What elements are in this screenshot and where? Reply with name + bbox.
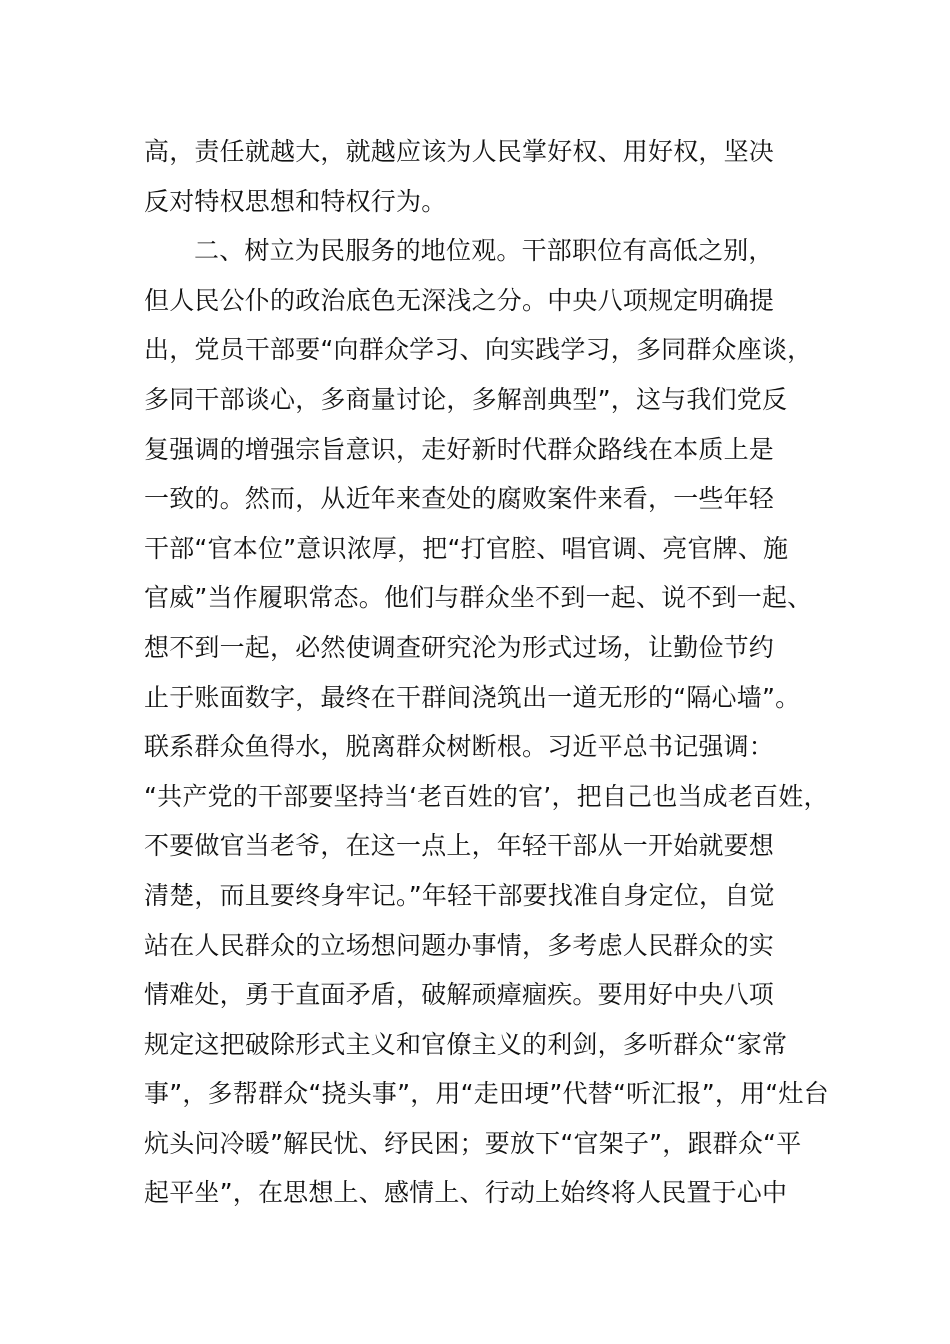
text-line-10: 官威”当作履职常态。他们与群众坐不到一起、说不到一起、 xyxy=(144,583,813,613)
text-line-13: 联系群众鱼得水，脱离群众树断根。习近平总书记强调： xyxy=(144,732,775,762)
text-line-12: 止于账面数字，最终在干群间浇筑出一道无形的“隔心墙”。 xyxy=(144,682,801,712)
text-line-19: 规定这把破除形式主义和官僚主义的利剑，多听群众“家常 xyxy=(144,1029,788,1059)
text-line-21: 炕头问冷暖”解民忧、纾民困；要放下“官架子”，跟群众“平 xyxy=(144,1128,802,1158)
text-line-7: 复强调的增强宗旨意识，走好新时代群众路线在本质上是 xyxy=(144,434,775,464)
text-line-6: 多同干部谈心，多商量讨论，多解剖典型”，这与我们党反 xyxy=(144,384,788,414)
text-line-14: “共产党的干部要坚持当‘老百姓的官’，把自己也当成老百姓， xyxy=(144,781,829,811)
text-line-22: 起平坐”，在思想上、感情上、行动上始终将人民置于心中 xyxy=(144,1178,788,1208)
text-line-1: 高，责任就越大，就越应该为人民掌好权、用好权，坚决 xyxy=(144,137,775,166)
text-line-20: 事”，多帮群众“挠头事”，用“走田埂”代替“听汇报”，用“灶台 xyxy=(144,1079,829,1109)
text-line-2: 反对特权思想和特权行为。 xyxy=(144,186,447,216)
section-heading-line: 二、树立为民服务的地位观。干部职位有高低之别， xyxy=(194,236,774,266)
text-line-17: 站在人民群众的立场想问题办事情，多考虑人民群众的实 xyxy=(144,930,775,960)
text-line-5: 出，党员干部要“向群众学习、向实践学习，多同群众座谈， xyxy=(144,335,813,365)
text-line-11: 想不到一起，必然使调查研究沦为形式过场，让勤俭节约 xyxy=(144,632,775,662)
text-line-8: 一致的。然而，从近年来查处的腐败案件来看，一些年轻 xyxy=(144,484,775,514)
text-line-9: 干部“官本位”意识浓厚，把“打官腔、唱官调、亮官牌、施 xyxy=(144,533,789,563)
text-line-16: 清楚，而且要终身牢记。”年轻干部要找准自身定位，自觉 xyxy=(144,880,775,910)
body-text xyxy=(144,127,844,1218)
text-line-4: 但人民公仆的政治底色无深浅之分。中央八项规定明确提 xyxy=(144,285,775,315)
text-line-18: 情难处，勇于直面矛盾，破解顽瘴痼疾。要用好中央八项 xyxy=(144,980,775,1010)
text-line-15: 不要做官当老爷，在这一点上，年轻干部从一开始就要想 xyxy=(144,831,775,861)
